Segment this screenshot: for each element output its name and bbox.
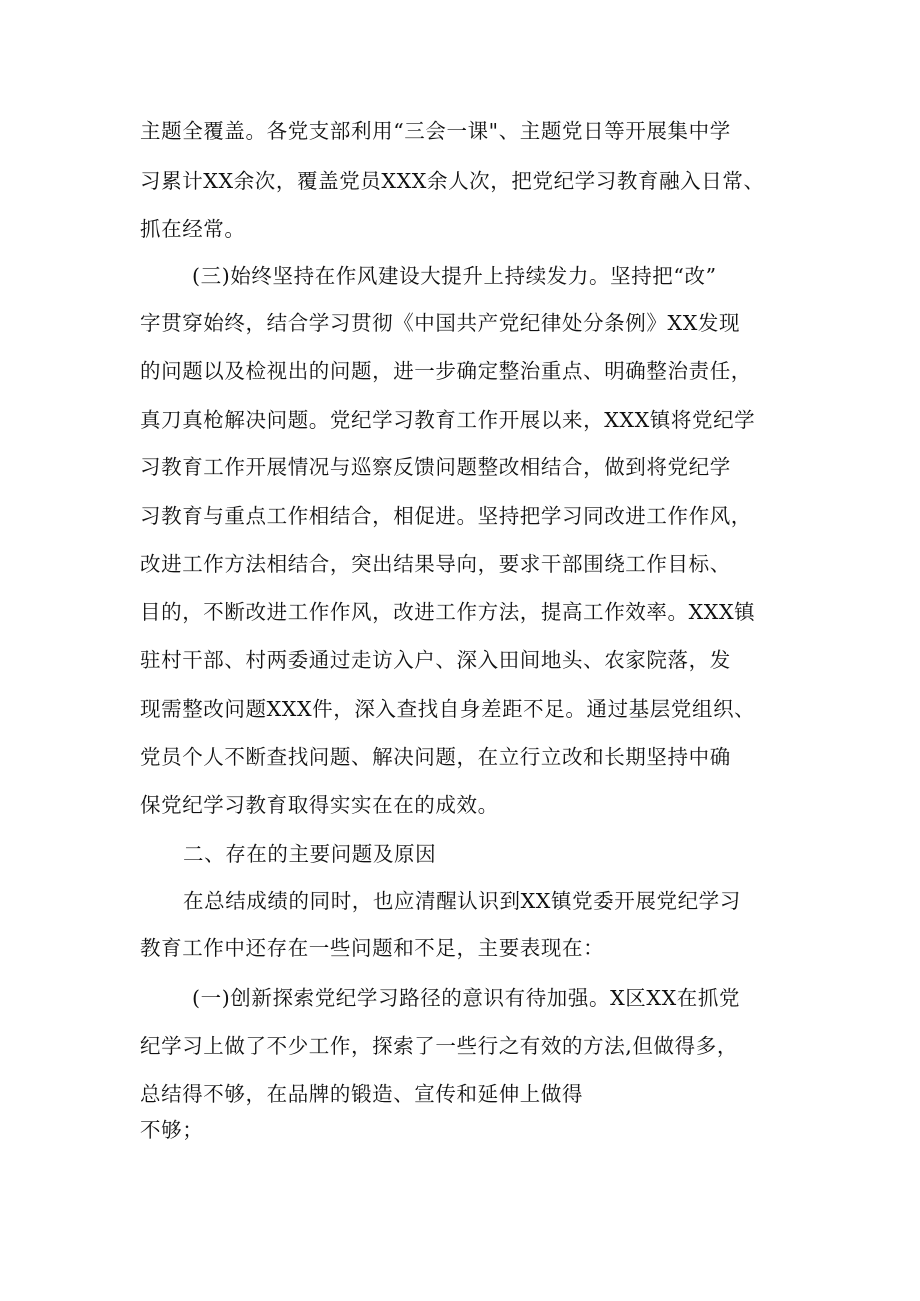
paragraph-line: 党员个人不断查找问题、解决问题，在立行立改和长期坚持中确 bbox=[140, 745, 731, 769]
paragraph-line: 习累计XX余次，覆盖党员XXX余人次，把党纪学习教育融入日常、 bbox=[140, 169, 765, 193]
paragraph-line: 在总结成绩的同时，也应清醒认识到XX镇党委开展党纪学习 bbox=[183, 889, 741, 913]
paragraph-line: 现需整改问题XXX件，深入查找自身差距不足。通过基层党组织、 bbox=[140, 697, 756, 721]
paragraph-line: 抓在经常。 bbox=[140, 217, 246, 241]
paragraph-line: 目的，不断改进工作作风，改进工作方法，提高工作效率。XXX镇 bbox=[140, 600, 756, 624]
paragraph-line: 纪学习上做了不少工作，探索了一些行之有效的方法,但做得多， bbox=[140, 1034, 738, 1058]
paragraph-line: 保党纪学习教育取得实实在在的成效。 bbox=[140, 793, 499, 817]
paragraph-line: 总结得不够，在品牌的锻造、宣传和延伸上做得 bbox=[140, 1082, 584, 1106]
paragraph-line: 主题全覆盖。各党支部利用“三会一课"、主题党日等开展集中学 bbox=[140, 119, 731, 143]
paragraph-line: 教育工作中还存在一些问题和不足，主要表现在： bbox=[140, 936, 605, 960]
paragraph-line: 真刀真枪解决问题。党纪学习教育工作开展以来，XXX镇将党纪学 bbox=[140, 408, 756, 432]
section-heading-line: (三)始终坚持在作风建设大提升上持续发力。坚持把“改” bbox=[192, 264, 717, 288]
paragraph-line: 习教育与重点工作相结合，相促进。坚持把学习同改进工作作风， bbox=[140, 504, 752, 528]
section-title: 二、存在的主要问题及原因 bbox=[183, 842, 437, 866]
paragraph-line: 不够； bbox=[140, 1118, 204, 1142]
paragraph-line: 字贯穿始终，结合学习贯彻《中国共产党纪律处分条例》XX发现 bbox=[140, 311, 741, 335]
paragraph-line: 的问题以及检视出的问题，进一步确定整治重点、明确整治责任， bbox=[140, 359, 752, 383]
paragraph-line: 改进工作方法相结合，突出结果导向，要求干部围绕工作目标、 bbox=[140, 552, 731, 576]
paragraph-line: 习教育工作开展情况与巡察反馈问题整改相结合，做到将党纪学 bbox=[140, 455, 731, 479]
paragraph-line: 驻村干部、村两委通过走访入户、深入田间地头、农家院落，发 bbox=[140, 648, 731, 672]
section-heading-line: (一)创新探索党纪学习路径的意识有待加强。X区XX在抓党 bbox=[192, 986, 741, 1010]
